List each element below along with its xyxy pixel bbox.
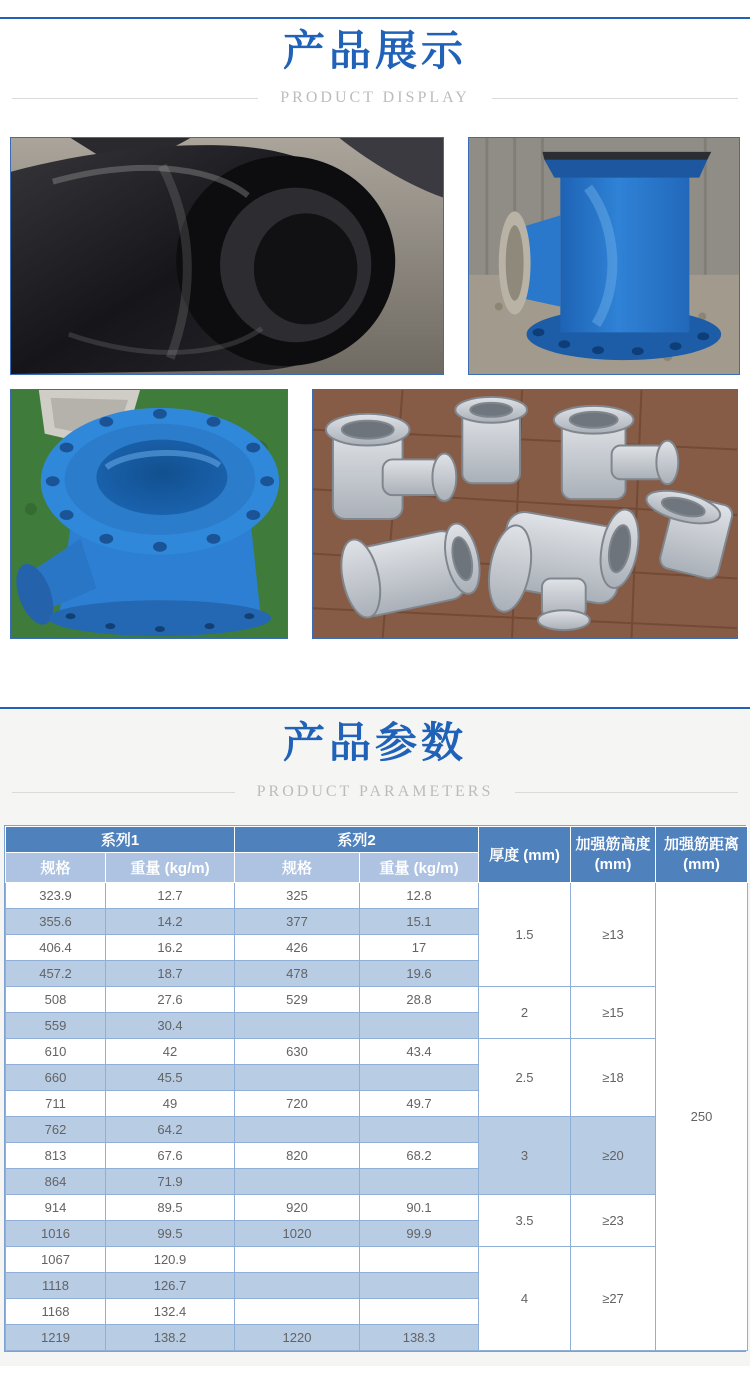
table-cell: 426	[235, 935, 360, 961]
table-cell: 120.9	[106, 1247, 235, 1273]
table-cell: 12.8	[360, 883, 479, 909]
table-cell: 457.2	[6, 961, 106, 987]
table-cell: 1219	[6, 1325, 106, 1351]
table-cell: 18.7	[106, 961, 235, 987]
table-cell: 17	[360, 935, 479, 961]
blue-tee-workshop-illustration	[469, 138, 739, 374]
table-cell: 49	[106, 1091, 235, 1117]
table-cell: 43.4	[360, 1039, 479, 1065]
table-cell: 19.6	[360, 961, 479, 987]
photo-row-2	[0, 389, 750, 639]
table-cell: ≥13	[571, 883, 656, 987]
table-cell: 820	[235, 1143, 360, 1169]
table-cell	[235, 1299, 360, 1325]
table-cell: 28.8	[360, 987, 479, 1013]
table-cell: 27.6	[106, 987, 235, 1013]
table-cell: 49.7	[360, 1091, 479, 1117]
display-section-subtitle	[12, 89, 738, 107]
table-cell: ≥20	[571, 1117, 656, 1195]
table-row	[6, 1195, 748, 1221]
table-cell: 610	[6, 1039, 106, 1065]
black-tee-illustration	[11, 138, 443, 374]
table-row	[6, 987, 748, 1013]
top-spacer	[0, 0, 750, 17]
table-cell: 1.5	[479, 883, 571, 987]
table-cell: 864	[6, 1169, 106, 1195]
table-cell: 138.3	[360, 1325, 479, 1351]
table-cell: 406.4	[6, 935, 106, 961]
table-cell: 71.9	[106, 1169, 235, 1195]
table-cell: 813	[6, 1143, 106, 1169]
subtitle-rule-left	[12, 792, 235, 793]
table-cell	[360, 1013, 479, 1039]
display-section-title: 产品展示	[282, 27, 467, 74]
parameters-section-subtitle	[12, 783, 738, 801]
table-cell: 42	[106, 1039, 235, 1065]
product-photo-blue-tee-turf	[10, 389, 288, 639]
col-header-series1: 系列1	[6, 827, 235, 853]
galvanized-tees-illustration	[313, 390, 737, 638]
section-top-rule	[0, 17, 750, 19]
table-cell: 68.2	[360, 1143, 479, 1169]
table-cell	[235, 1013, 360, 1039]
parameters-section-title: 产品参数	[282, 719, 467, 766]
table-cell: 14.2	[106, 909, 235, 935]
table-cell: 377	[235, 909, 360, 935]
table-cell: ≥27	[571, 1247, 656, 1351]
table-cell: 1016	[6, 1221, 106, 1247]
col-header-thickness: 厚度 (mm)	[479, 827, 571, 883]
table-cell: 660	[6, 1065, 106, 1091]
photo-row-1	[0, 137, 750, 375]
table-cell: 920	[235, 1195, 360, 1221]
table-cell	[360, 1273, 479, 1299]
table-cell	[360, 1169, 479, 1195]
table-cell: 16.2	[106, 935, 235, 961]
table-cell: 64.2	[106, 1117, 235, 1143]
table-cell	[360, 1247, 479, 1273]
display-section-subtitle-text: PRODUCT DISPLAY	[280, 89, 470, 106]
table-cell: 711	[6, 1091, 106, 1117]
table-cell: 2.5	[479, 1039, 571, 1117]
table-cell	[360, 1065, 479, 1091]
table-cell: ≥23	[571, 1195, 656, 1247]
table-cell: 914	[6, 1195, 106, 1221]
col-header-rib-height: 加强筋高度 (mm)	[571, 827, 656, 883]
product-photo-black-steel-tee	[10, 137, 444, 375]
parameters-table	[5, 826, 748, 1351]
table-cell: 15.1	[360, 909, 479, 935]
parameters-table-body	[6, 883, 748, 1351]
table-cell: 762	[6, 1117, 106, 1143]
table-cell	[360, 1117, 479, 1143]
table-cell: 250	[656, 883, 748, 1351]
table-cell: 3	[479, 1117, 571, 1195]
table-cell	[360, 1299, 479, 1325]
table-cell	[235, 1247, 360, 1273]
table-cell: 45.5	[106, 1065, 235, 1091]
table-cell: 325	[235, 883, 360, 909]
blue-tee-turf-illustration	[11, 390, 287, 638]
subtitle-rule-right	[515, 792, 738, 793]
col-header-rib-distance: 加强筋距离 (mm)	[656, 827, 748, 883]
subtitle-rule-right	[492, 98, 738, 99]
table-cell	[235, 1065, 360, 1091]
table-cell: 126.7	[106, 1273, 235, 1299]
table-cell: 90.1	[360, 1195, 479, 1221]
parameters-table-frame	[4, 825, 746, 1352]
section-top-rule	[0, 707, 750, 709]
table-cell	[235, 1169, 360, 1195]
table-cell: 12.7	[106, 883, 235, 909]
table-cell: 630	[235, 1039, 360, 1065]
section-spacer	[0, 639, 750, 707]
table-row	[6, 1117, 748, 1143]
col-header-weight-series1: 重量 (kg/m)	[106, 853, 235, 883]
table-cell: 1020	[235, 1221, 360, 1247]
table-cell: 30.4	[106, 1013, 235, 1039]
table-cell: 508	[6, 987, 106, 1013]
table-row	[6, 1247, 748, 1273]
table-cell: 3.5	[479, 1195, 571, 1247]
table-row	[6, 1039, 748, 1065]
table-cell: 2	[479, 987, 571, 1039]
table-cell	[235, 1117, 360, 1143]
table-cell: 1067	[6, 1247, 106, 1273]
product-photo-blue-tee-workshop	[468, 137, 740, 375]
product-parameters-section	[0, 707, 750, 1366]
table-cell: 323.9	[6, 883, 106, 909]
table-cell: 529	[235, 987, 360, 1013]
col-header-weight-series2: 重量 (kg/m)	[360, 853, 479, 883]
table-cell: 1220	[235, 1325, 360, 1351]
table-cell: 89.5	[106, 1195, 235, 1221]
col-header-series2: 系列2	[235, 827, 479, 853]
table-cell: 99.9	[360, 1221, 479, 1247]
table-cell: 67.6	[106, 1143, 235, 1169]
col-header-spec-series1: 规格	[6, 853, 106, 883]
table-row	[6, 883, 748, 909]
table-cell: 138.2	[106, 1325, 235, 1351]
product-photo-galvanized-tees	[312, 389, 738, 639]
table-cell: 4	[479, 1247, 571, 1351]
table-cell: 1168	[6, 1299, 106, 1325]
table-cell: ≥15	[571, 987, 656, 1039]
col-header-spec-series2: 规格	[235, 853, 360, 883]
table-cell: 720	[235, 1091, 360, 1117]
parameters-section-subtitle-text: PRODUCT PARAMETERS	[256, 783, 494, 800]
table-cell: 478	[235, 961, 360, 987]
table-cell: 559	[6, 1013, 106, 1039]
subtitle-rule-left	[12, 98, 258, 99]
table-cell: 132.4	[106, 1299, 235, 1325]
table-cell	[235, 1273, 360, 1299]
table-cell: 1118	[6, 1273, 106, 1299]
table-cell: ≥18	[571, 1039, 656, 1117]
table-cell: 355.6	[6, 909, 106, 935]
table-cell: 99.5	[106, 1221, 235, 1247]
